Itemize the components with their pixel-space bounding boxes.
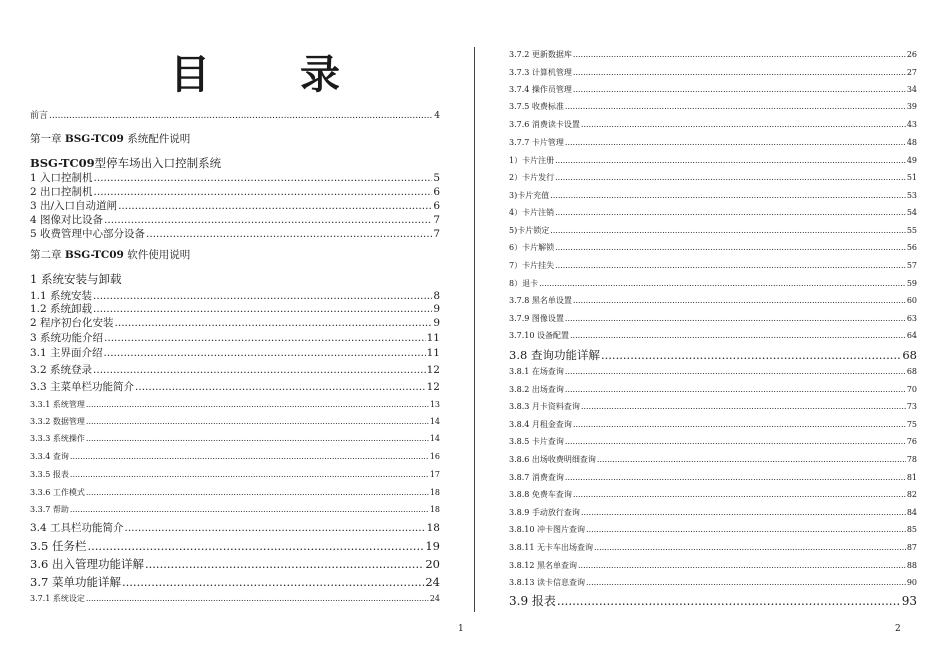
toc-entry-title: 3.7.9 图像设置: [509, 314, 564, 323]
toc-entry[interactable]: [30, 522, 440, 534]
toc-entry-page: 81: [906, 473, 917, 482]
chapter-model: BSG-TC09: [64, 249, 124, 261]
toc-entry[interactable]: [30, 400, 440, 409]
toc-entry-title: 6）卡片解锁: [509, 243, 555, 252]
toc-entry-page: 26: [906, 50, 917, 59]
toc-entry[interactable]: [30, 381, 440, 393]
toc-entry-title: 3.7.2 更新数据库: [509, 50, 572, 59]
toc-entry[interactable]: [509, 173, 917, 182]
toc-entry-page: 93: [901, 594, 917, 608]
toc-entry-title: 3.3.2 数据管理: [30, 417, 85, 426]
toc-entry-page: 76: [906, 437, 917, 446]
chapter-model: BSG-TC09: [64, 133, 124, 145]
toc-entry[interactable]: [509, 420, 917, 429]
toc-entry-page: 12: [426, 364, 440, 376]
toc-entry-title: 3.8.5 卡片查询: [509, 437, 564, 446]
toc-entry[interactable]: [509, 331, 917, 340]
toc-entry-title: 3.8.4 月租金查询: [509, 420, 572, 429]
toc-entry-page: 39: [906, 102, 917, 111]
leader-dots: [573, 490, 906, 499]
toc-entry-page: 14: [429, 417, 440, 426]
leader-dots: [550, 226, 906, 235]
leader-dots: [87, 540, 424, 553]
leader-dots: [555, 243, 906, 252]
toc-entry-page: 18: [429, 505, 440, 514]
toc-entry-page: 73: [906, 402, 917, 411]
toc-entry-page: 68: [906, 367, 917, 376]
toc-entry[interactable]: [509, 85, 917, 94]
toc-entry-page: 4: [434, 111, 440, 121]
leader-dots: [94, 172, 433, 184]
toc-entry-title: 3.6 出入管理功能详解: [30, 557, 144, 571]
toc-entry-page: 48: [906, 138, 917, 147]
toc-entry-page: 87: [906, 543, 917, 552]
leader-dots: [573, 296, 906, 305]
toc-entry-page: 19: [425, 539, 440, 553]
toc-page-left: [30, 0, 464, 672]
chapter-heading-2: [30, 249, 190, 261]
leader-dots: [93, 364, 426, 376]
toc-entry[interactable]: [509, 543, 917, 552]
toc-entry-title: 3.8.8 免费车查询: [509, 490, 572, 499]
toc-entry-title: 3.4 工具栏功能简介: [30, 522, 124, 534]
toc-entry-title: 3.5 任务栏: [30, 539, 87, 553]
toc-entry-title: 3 出/入口自动道闸: [30, 200, 118, 212]
chapter-heading-1: [30, 133, 190, 145]
leader-dots: [93, 290, 432, 302]
toc-page-right: [509, 0, 917, 672]
toc-entry-title: 3.3.7 帮助: [30, 505, 69, 514]
toc-entry[interactable]: [509, 385, 917, 394]
install-heading: 1 系统安装与卸载: [30, 272, 122, 286]
leader-dots: [550, 191, 906, 200]
toc-entry-title: 3.3.4 查询: [30, 452, 69, 461]
toc-entry-title: 3.8.7 消费查询: [509, 473, 564, 482]
leader-dots: [586, 578, 906, 587]
leader-dots: [146, 228, 432, 240]
toc-title-char-2: 录: [300, 51, 340, 98]
leader-dots: [86, 594, 429, 603]
leader-dots: [539, 279, 906, 288]
toc-entry-page: 59: [906, 279, 917, 288]
toc-entry-page: 56: [906, 243, 917, 252]
leader-dots: [104, 332, 426, 344]
toc-entry-page: 16: [429, 452, 440, 461]
toc-entry-title: 3.7 菜单功能详解: [30, 575, 121, 589]
toc-entry-title: 3 系统功能介绍: [30, 332, 104, 344]
toc-entry-page: 90: [906, 578, 917, 587]
toc-entry-title: 3.8.13 读卡信息查询: [509, 578, 585, 587]
toc-entry[interactable]: [30, 347, 440, 359]
toc-entry-page: 9: [433, 303, 440, 315]
leader-dots: [565, 102, 906, 111]
leader-dots: [573, 68, 906, 77]
toc-entry-title: 3.8.9 手动放行查询: [509, 508, 580, 517]
toc-entry[interactable]: [30, 558, 440, 571]
toc-entry[interactable]: [509, 455, 917, 464]
toc-entry[interactable]: [509, 261, 917, 270]
toc-entry[interactable]: [509, 402, 917, 411]
leader-dots: [70, 470, 429, 479]
toc-entry[interactable]: [509, 473, 917, 482]
toc-entry[interactable]: [509, 102, 917, 111]
toc-entry[interactable]: [30, 470, 440, 479]
toc-entry-title: 3.3.5 报表: [30, 470, 69, 479]
toc-entry[interactable]: [509, 561, 917, 570]
toc-entry-title: 4）卡片注销: [509, 208, 555, 217]
toc-entry-page: 11: [426, 332, 440, 344]
toc-entry[interactable]: [30, 290, 440, 302]
toc-entry[interactable]: [30, 488, 440, 497]
leader-dots: [49, 111, 433, 121]
toc-entry-title: 3.8.6 出场收费明细查询: [509, 455, 596, 464]
toc-entry[interactable]: [30, 576, 440, 589]
toc-entry-page: 68: [902, 348, 917, 362]
toc-entry-page: 75: [906, 420, 917, 429]
toc-entry[interactable]: [509, 525, 917, 534]
toc-entry-page: 60: [906, 296, 917, 305]
toc-entry-page: 11: [426, 347, 440, 359]
toc-entry-title: 3.7.3 计算机管理: [509, 68, 572, 77]
toc-entry[interactable]: [30, 228, 440, 240]
toc-title: [170, 52, 340, 98]
page-divider: [474, 47, 475, 612]
toc-entry-page: 18: [426, 522, 440, 534]
leader-dots: [601, 349, 901, 362]
leader-dots: [565, 138, 906, 147]
chapter-prefix: 第二章: [30, 249, 62, 261]
chapter-prefix: 第一章: [30, 133, 62, 145]
toc-entry-title: 4 图像对比设备: [30, 214, 104, 226]
toc-entry-title: 3.7.6 消费读卡设置: [509, 120, 580, 129]
toc-entry[interactable]: [30, 214, 440, 226]
leader-dots: [555, 173, 906, 182]
leader-dots: [94, 186, 433, 198]
toc-entry[interactable]: [30, 186, 440, 198]
leader-dots: [555, 208, 906, 217]
leader-dots: [581, 508, 906, 517]
toc-entry-title: 3.9 报表: [509, 594, 556, 608]
leader-dots: [86, 488, 429, 497]
toc-entry[interactable]: [509, 296, 917, 305]
toc-entry-title: 3.7.8 黑名单设置: [509, 296, 572, 305]
toc-entry[interactable]: [30, 540, 440, 553]
toc-entry[interactable]: [30, 332, 440, 344]
leader-dots: [573, 420, 906, 429]
toc-entry-title: 1 入口控制机: [30, 172, 93, 184]
toc-entry-title: 1.1 系统安装: [30, 290, 93, 302]
page-number-left: 1: [458, 624, 464, 634]
leader-dots: [70, 505, 429, 514]
leader-dots: [555, 156, 906, 165]
leader-dots: [594, 543, 906, 552]
leader-dots: [104, 347, 426, 359]
toc-entry-title: 3.8.2 出场查询: [509, 385, 564, 394]
leader-dots: [104, 214, 432, 226]
toc-entry-page: 24: [429, 594, 440, 603]
toc-entry-page: 43: [906, 120, 917, 129]
toc-entry-title: 3.1 主界面介绍: [30, 347, 103, 359]
system-heading: [30, 157, 221, 170]
leader-dots: [565, 367, 906, 376]
toc-entry-page: 7: [433, 228, 440, 240]
toc-entry-title: 3.3.6 工作模式: [30, 488, 85, 497]
toc-entry-page: 78: [906, 455, 917, 464]
toc-entry-page: 24: [425, 575, 440, 589]
toc-entry[interactable]: [30, 303, 440, 315]
toc-entry-page: 27: [906, 68, 917, 77]
chapter-suffix: 软件使用说明: [127, 249, 191, 261]
toc-entry-title: 3.7.4 操作员管理: [509, 85, 572, 94]
toc-entry-title: 3.2 系统登录: [30, 364, 93, 376]
leader-dots: [125, 522, 426, 534]
toc-entry-title: 3.7.5 收费标准: [509, 102, 564, 111]
leader-dots: [93, 303, 432, 315]
leader-dots: [578, 561, 906, 570]
leader-dots: [115, 317, 433, 329]
toc-entry[interactable]: [30, 505, 440, 514]
leader-dots: [586, 525, 906, 534]
toc-entry[interactable]: [509, 191, 917, 200]
toc-entry-page: 49: [906, 156, 917, 165]
leader-dots: [570, 331, 906, 340]
toc-entry-page: 6: [433, 200, 440, 212]
system-suffix: 型停车场出入口控制系统: [94, 156, 222, 170]
toc-entry-page: 18: [429, 488, 440, 497]
toc-entry-page: 14: [429, 434, 440, 443]
toc-entry-title: 2）卡片发行: [509, 173, 555, 182]
page-number-right: 2: [895, 624, 901, 634]
toc-entry-title: 1.2 系统卸载: [30, 303, 93, 315]
toc-entry-page: 85: [906, 525, 917, 534]
toc-entry-title: 3)卡片充值: [509, 191, 550, 200]
toc-entry-page: 6: [433, 186, 440, 198]
toc-entry[interactable]: [509, 578, 917, 587]
leader-dots: [557, 595, 901, 609]
toc-entry-page: 8: [433, 290, 440, 302]
toc-entry[interactable]: [509, 437, 917, 446]
toc-entry[interactable]: [509, 367, 917, 376]
system-model: BSG-TC09: [30, 156, 95, 170]
toc-entry-title: 3.8.1 在场查询: [509, 367, 564, 376]
toc-entry-page: 88: [906, 561, 917, 570]
toc-entry[interactable]: [509, 156, 917, 165]
toc-entry-title: 3.7.7 卡片管理: [509, 138, 564, 147]
toc-entry[interactable]: [30, 200, 440, 212]
toc-entry-page: 55: [906, 226, 917, 235]
toc-entry[interactable]: [509, 279, 917, 288]
toc-entry-title: 3.7.10 设备配置: [509, 331, 569, 340]
leader-dots: [135, 381, 426, 393]
toc-entry-page: 13: [429, 400, 440, 409]
leader-dots: [565, 314, 906, 323]
leader-dots: [86, 417, 429, 426]
toc-entry-title: 8）退卡: [509, 279, 539, 288]
toc-entry[interactable]: [509, 68, 917, 77]
toc-entry-page: 54: [906, 208, 917, 217]
toc-entry[interactable]: [30, 364, 440, 376]
toc-entry-page: 63: [906, 314, 917, 323]
toc-entry-title: 5)卡片锁定: [509, 226, 550, 235]
toc-entry-title: 2 出口控制机: [30, 186, 93, 198]
toc-entry[interactable]: [30, 417, 440, 426]
toc-entry-page: 51: [906, 173, 917, 182]
toc-entry[interactable]: [30, 317, 440, 329]
toc-entry-page: 9: [433, 317, 440, 329]
toc-entry-page: 70: [906, 385, 917, 394]
toc-entry-page: 57: [906, 261, 917, 270]
toc-entry-title: 5 收费管理中心部分设备: [30, 228, 146, 240]
toc-entry-title: 3.8 查询功能详解: [509, 348, 600, 362]
toc-entry[interactable]: [509, 595, 917, 609]
toc-entry-title: 1）卡片注册: [509, 156, 555, 165]
toc-entry[interactable]: [509, 208, 917, 217]
chapter-suffix: 系统配件说明: [127, 133, 191, 145]
toc-entry-title: 3.3 主菜单栏功能简介: [30, 381, 135, 393]
leader-dots: [86, 434, 429, 443]
toc-entry-title: 3.3.1 系统管理: [30, 400, 85, 409]
toc-entry-title: 7）卡片挂失: [509, 261, 555, 270]
toc-entry[interactable]: [509, 349, 917, 362]
toc-entry-title: 3.8.12 黑名单查询: [509, 561, 577, 570]
leader-dots: [70, 452, 429, 461]
toc-entry-title: 3.3.3 系统操作: [30, 434, 85, 443]
leader-dots: [573, 50, 906, 59]
toc-entry[interactable]: [509, 50, 917, 59]
toc-entry-page: 7: [433, 214, 440, 226]
toc-entry-page: 53: [906, 191, 917, 200]
leader-dots: [555, 261, 906, 270]
toc-entry-page: 5: [433, 172, 440, 184]
leader-dots: [565, 437, 906, 446]
toc-entry-page: 12: [426, 381, 440, 393]
toc-entry-page: 17: [429, 470, 440, 479]
toc-title-char-1: 目: [170, 51, 210, 98]
leader-dots: [145, 558, 424, 571]
leader-dots: [122, 576, 424, 589]
toc-entry-page: 64: [906, 331, 917, 340]
toc-entry[interactable]: [30, 594, 440, 603]
toc-entry-page: 34: [906, 85, 917, 94]
toc-entry-title: 2 程序初台化安装: [30, 317, 114, 329]
leader-dots: [597, 455, 906, 464]
leader-dots: [565, 473, 906, 482]
toc-entry[interactable]: [509, 490, 917, 499]
toc-entry[interactable]: [509, 138, 917, 147]
toc-entry-page: 20: [425, 557, 440, 571]
toc-entry-page: 84: [906, 508, 917, 517]
toc-entry[interactable]: [30, 172, 440, 184]
toc-entry-title: 前言: [30, 111, 49, 121]
toc-entry-title: 3.8.10 冲卡图片查询: [509, 525, 585, 534]
toc-entry[interactable]: [509, 243, 917, 252]
toc-entry-preface[interactable]: [30, 111, 440, 121]
leader-dots: [581, 402, 906, 411]
leader-dots: [118, 200, 432, 212]
toc-entry-title: 3.8.3 月卡资料查询: [509, 402, 580, 411]
toc-entry-page: 82: [906, 490, 917, 499]
toc-entry-title: 3.8.11 无卡车出场查询: [509, 543, 593, 552]
toc-entry[interactable]: [509, 226, 917, 235]
toc-entry[interactable]: [509, 120, 917, 129]
toc-entry[interactable]: [509, 314, 917, 323]
toc-entry-title: 3.7.1 系统设定: [30, 594, 85, 603]
leader-dots: [565, 385, 906, 394]
leader-dots: [581, 120, 906, 129]
toc-entry[interactable]: [509, 508, 917, 517]
leader-dots: [86, 400, 429, 409]
toc-entry[interactable]: [30, 452, 440, 461]
leader-dots: [573, 85, 906, 94]
toc-entry[interactable]: [30, 434, 440, 443]
